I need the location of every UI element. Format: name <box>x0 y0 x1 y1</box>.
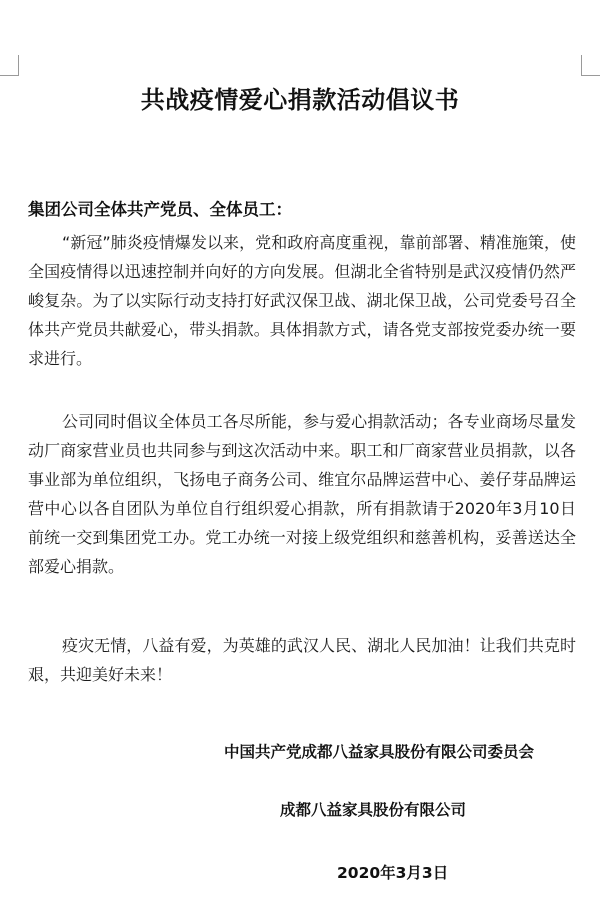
salutation: 集团公司全体共产党员、全体员工： <box>28 200 292 219</box>
corner-crop-mark-right <box>581 55 600 76</box>
paragraph-2: 公司同时倡议全体员工各尽所能，参与爱心捐款活动；各专业商场尽量发动厂商家营业员也共同参与到这次活动中来。职工和厂商家营业员捐款，以各事业部为单位组织，飞扬电子商务公司、维宜尔品牌运营中心、姜仔芽品牌运营中心以各自团队为单位自行组织爱心捐款，所有捐款请于2020年3月10日前统一交到集团党工办。党工办统一对接上级党组织和慈善机构，妥善送达全部爱心捐款。 <box>28 412 576 576</box>
signature-party-committee: 中国共产党成都八益家具股份有限公司委员会 <box>224 743 535 761</box>
document-title: 共战疫情爱心捐款活动倡议书 <box>140 86 460 114</box>
signature-date: 2020年3月3日 <box>337 864 449 882</box>
paragraph-1: “新冠”肺炎疫情爆发以来，党和政府高度重视，靠前部署、精准施策，使全国疫情得以迅速控制并向好的方向发展。但湖北全省特别是武汉疫情仍然严峻复杂。为了以实际行动支持打好武汉保卫战、湖北保卫战，公司党委号召全体共产党员共献爱心，带头捐款。具体捐款方式，请各党支部按党委办统一要求进行。 <box>28 233 576 368</box>
signature-company: 成都八益家具股份有限公司 <box>280 801 467 819</box>
paragraph-3: 疫灾无情，八益有爱，为英雄的武汉人民、湖北人民加油！让我们共克时艰，共迎美好未来！ <box>28 636 576 684</box>
corner-crop-mark-left <box>0 55 19 76</box>
